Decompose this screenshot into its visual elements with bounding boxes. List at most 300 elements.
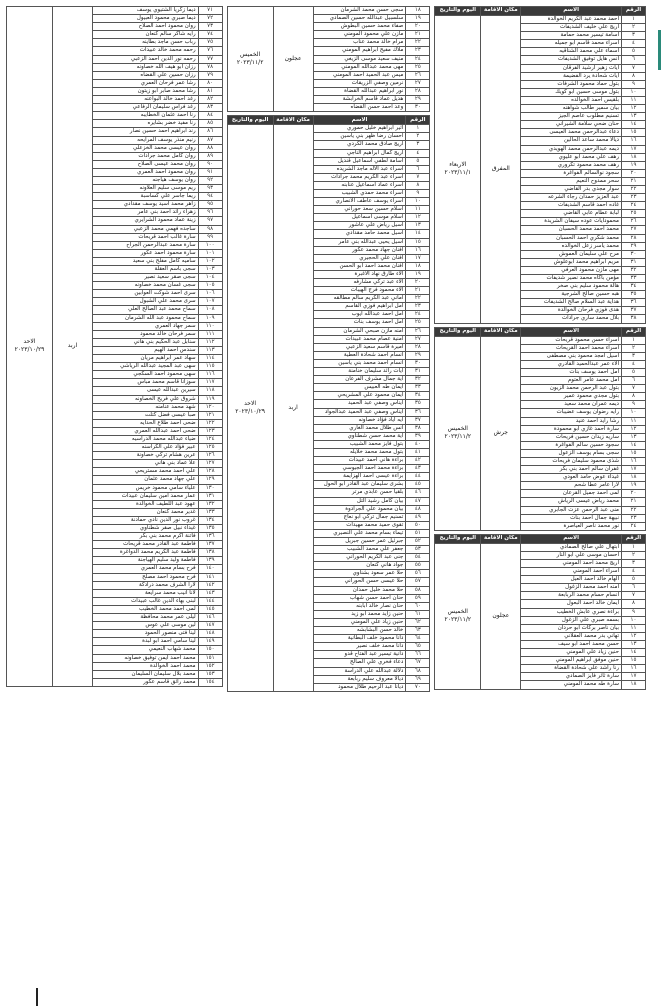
row-number: ١٠ (621, 409, 645, 417)
row-number: ٥ (406, 157, 430, 165)
student-name: حنين زايد محمد ابو زيد (313, 610, 406, 618)
student-name: غاده احمد قاسم الشديفات (521, 202, 622, 210)
row-number: ١٧ (621, 673, 645, 681)
row-number: ١٥٠ (198, 646, 222, 654)
row-number: ٧٢ (198, 15, 222, 23)
student-name: بشرى سليمان عبد القادر ابو الحول (313, 481, 406, 489)
student-name: رزان ابو هيف الله خصاونه (93, 63, 199, 71)
student-name: عمار محمد امين سليمان عبيدات (93, 492, 199, 500)
row-number: ٥ (621, 368, 645, 376)
student-name: زاهر محمد اسيد يوسف مقدادي (93, 201, 199, 209)
student-name: ايات زهير ارشيد الفرقان (521, 64, 622, 72)
row-number: ٨٦ (198, 128, 222, 136)
row-number: ٧٤ (198, 31, 222, 39)
header-place: مكان الاقامة (481, 534, 521, 543)
student-name: براءة محمد احمد الجيوسي (313, 465, 406, 473)
row-number: ٢٧ (406, 335, 430, 343)
header-name: الاسم (313, 116, 406, 125)
student-name: لين موسى علي عوس (93, 622, 199, 630)
student-name: ايات رائد سليمان خنامنة (313, 368, 406, 376)
row-number: ٤٥ (406, 481, 430, 489)
row-number: ٩٩ (198, 233, 222, 241)
student-name: ديمه عبدالرحمن محمد الهويدي (521, 145, 622, 153)
row-number: ٧ (621, 385, 645, 393)
row-number: ٢٦ (406, 71, 430, 79)
row-number: ١٠٣ (198, 266, 222, 274)
row-number: ١٤٨ (198, 630, 222, 638)
table-row (227, 125, 430, 133)
date-label: ٢٠٢٣/١٠/٢٩ (14, 346, 45, 354)
student-name: عبير فؤاد علي الكراسنه (93, 444, 199, 452)
row-number: ٦ (621, 56, 645, 64)
row-number: ١١٣ (198, 346, 222, 354)
student-name: افنان محمد احمد ابو الحسن (313, 262, 406, 270)
row-number: ١٠٩ (198, 314, 222, 322)
row-number: ١٦ (621, 665, 645, 673)
row-number: ٢٦ (621, 218, 645, 226)
student-name: غيداء عوض حامد العودي (521, 474, 622, 482)
row-number: ١٩ (621, 161, 645, 169)
student-name: امل ابراهيم فوزي القاسم (313, 303, 406, 311)
row-number: ٥ (621, 48, 645, 56)
student-name: امنه مازن صبحي الشرمان (313, 327, 406, 335)
row-number: ١١ (621, 624, 645, 632)
table-row (435, 543, 646, 551)
student-name: الاء عمر عبدالحميد القادري (521, 360, 622, 368)
day-label: الاربعاء (449, 161, 467, 169)
student-name: سرى محمد علي الشبول (93, 298, 199, 306)
student-name: سمر فرحان خالد محمود (93, 330, 199, 338)
row-number: ١٨ (621, 681, 645, 689)
student-name: اسيل رياض علي عاشور (313, 222, 406, 230)
row-number: ١ (621, 336, 645, 344)
student-name: اسيل يحيى عبدالله بني عامر (313, 238, 406, 246)
row-number: ١٣٠ (198, 484, 222, 492)
row-number: ٤٦ (406, 489, 430, 497)
row-number: ١٣٣ (198, 508, 222, 516)
row-number: ٩ (621, 80, 645, 88)
row-number: ٢٩ (406, 96, 430, 104)
row-number: ١٠١ (198, 249, 222, 257)
row-number: ١١ (621, 417, 645, 425)
student-name: سرى احمد شوكت العوابين (93, 290, 199, 298)
row-number: ٩٤ (198, 193, 222, 201)
student-name: احمد محمد عبد الكريم الخوالدة (521, 16, 622, 24)
row-number: ١٢٦ (198, 452, 222, 460)
row-number: ١٠٥ (198, 282, 222, 290)
row-number: ٢ (406, 133, 430, 141)
student-name: ايناس وصفي عبد الحميد (313, 400, 406, 408)
row-number: ٢١ (406, 31, 430, 39)
student-name: دانا محمود خلف البطانية (313, 635, 406, 643)
row-number: ١٧ (621, 145, 645, 153)
student-name: تهاني بدر محمد العقلاني (521, 632, 622, 640)
row-number: ١١١ (198, 330, 222, 338)
student-name: شهد محمد عنامنه (93, 403, 199, 411)
student-name: روان يوسف هياجنه (93, 176, 199, 184)
student-name: احسان رضا ظهر بني ياسين (313, 133, 406, 141)
student-name: محمودايات عوده سيفان الشريدة (521, 218, 622, 226)
residence-cell: المفرق (481, 16, 521, 324)
row-number: ٣٥ (621, 291, 645, 299)
student-name: رغد احمد خالد البواعنه (93, 96, 199, 104)
row-number: ١٠ (406, 198, 430, 206)
row-number: ٧ (406, 173, 430, 181)
row-number: ٦٦ (406, 651, 430, 659)
student-name: رند ابراهيم احمد حسين نصار (93, 128, 199, 136)
row-number: ١٤٦ (198, 614, 222, 622)
student-name: ايه اياد فؤاد خصاونه (313, 416, 406, 424)
student-name: امل احمد يوسف بنات (313, 319, 406, 327)
row-number: ٨٤ (198, 112, 222, 120)
day-label: الاحد (244, 400, 257, 407)
row-number: ٥٩ (406, 594, 430, 602)
header-date: اليوم والتاريخ (435, 534, 481, 543)
row-number: ١١٤ (198, 355, 222, 363)
row-number: ٣٨ (621, 315, 645, 323)
student-name: سماح محمود عبد الله الشرمان (93, 314, 199, 322)
student-name: سحر ممدوح النعيم (521, 177, 622, 185)
row-number: ١٤ (406, 230, 430, 238)
row-number: ٩٦ (198, 209, 222, 217)
student-name: ريما جاسر علي كساسبة (93, 193, 199, 201)
student-name: جنى عبد الكريم الحوراني (313, 554, 406, 562)
student-name: نبيهة جمال احمد بنات (521, 514, 622, 522)
student-name: سجود نوالسالم الفواغرة (521, 169, 622, 177)
header-place: مكان الاقامة (481, 7, 521, 16)
row-number: ١٠ (621, 88, 645, 96)
student-name: اسراء يوسف عاطف الانصاري (313, 198, 406, 206)
residence-cell: عجلون (481, 543, 521, 689)
row-number: ٤٧ (406, 497, 430, 505)
student-name: علي جهاد محمد عثمان (93, 476, 199, 484)
student-name: دعاء عبدالرحمن محمد العيسى (521, 129, 622, 137)
header-date: اليوم والتاريخ (435, 327, 481, 336)
student-name: اسيل محمد حامد مقدادي (313, 230, 406, 238)
row-number: ٢٩ (406, 351, 430, 359)
student-name: افنان علي الحجيري (313, 254, 406, 262)
row-number: ١٥ (406, 238, 430, 246)
student-name: سجى بسام يوسف الزعول (521, 449, 622, 457)
row-number: ٥٣ (406, 546, 430, 554)
row-number: ١٤ (621, 649, 645, 657)
student-name: عرين هشام تركي خصاونة (93, 452, 199, 460)
student-name: اسامة لطفي اسماعيل قنديل (313, 157, 406, 165)
student-name: بتول محمد محمد خلايله (313, 448, 406, 456)
student-name: اسيل امجد محمود بني مصطفى (521, 352, 622, 360)
student-name: حلا عيسى حسن الحوراني (313, 578, 406, 586)
student-name: ايمان خالد احمد البعول (521, 600, 622, 608)
student-name: دانية تيسير عبد الفتاح قدو (313, 651, 406, 659)
student-name: مهى محمد عبدالله المومني (313, 63, 406, 71)
table-header-row (227, 116, 430, 125)
row-number: ١٥ (621, 449, 645, 457)
student-name: محمد احمد الخوالدة (93, 662, 199, 670)
column-right (434, 6, 646, 998)
student-name: سجى غسان محمد خصاونه (93, 282, 199, 290)
student-name: علياء سامي محمود خريس (93, 484, 199, 492)
residence-cell: جرش (481, 336, 521, 530)
row-number: ٦٠ (406, 602, 430, 610)
student-name: رهف علي محمد ابو عليوي (521, 153, 622, 161)
date-label: ٢٠٢٣/١١/٢ (444, 433, 472, 441)
row-number: ١ (406, 125, 430, 133)
date-label: ٢٠٢٣/١١/٢ (444, 616, 472, 624)
row-number: ٦١ (406, 610, 430, 618)
row-number: ٣٠ (406, 104, 430, 112)
student-name: سلسبيل عبدالله حسين الصمادي (313, 15, 406, 23)
student-name: فاطمة عبد القادر محمد قريحات (93, 541, 199, 549)
student-name: شروق علي فريح الخصاونه (93, 395, 199, 403)
row-number: ١٤٢ (198, 581, 222, 589)
row-number: ٩٧ (198, 217, 222, 225)
student-name: جبرئيل عمر حسين جبريل (313, 538, 406, 546)
table-header-row (435, 534, 646, 543)
row-number: ٣٠ (621, 250, 645, 258)
student-name: مهى مازن محمود العرفي (521, 266, 622, 274)
row-number: ٢٢ (621, 185, 645, 193)
row-number: ١٢٠ (198, 403, 222, 411)
student-name: حنين زياد علي المومني (313, 618, 406, 626)
row-number: ٥٧ (406, 578, 430, 586)
student-name: ديانا عبد الرحيم طلال محمود (313, 683, 406, 691)
row-number: ٢٩ (621, 242, 645, 250)
student-name: حنين زياد علي المومني (521, 649, 622, 657)
student-name: براءة نصري عابش الخطيب (521, 608, 622, 616)
row-number: ١٨ (406, 262, 430, 270)
date-label: ٢٠٢٣/١١/٢ (236, 59, 264, 67)
row-number: ٣٦ (406, 408, 430, 416)
table-row (227, 7, 430, 15)
student-name: فرح بسام محمد العمري (93, 565, 199, 573)
row-number: ٩٥ (198, 201, 222, 209)
student-name: اسراء احمد المومني (521, 568, 622, 576)
student-name: جواد هاني كنعان (313, 562, 406, 570)
student-name: سارة احمد غازي ابو محمودة (521, 425, 622, 433)
student-name: لارا عامر عطا شحم (521, 482, 622, 490)
row-number: ٢١ (621, 177, 645, 185)
student-name: رشا عمر فرحان العمري (93, 79, 199, 87)
row-number: ١٠٤ (198, 274, 222, 282)
student-name: هبه حسين صالح الشرجية (521, 291, 622, 299)
row-number: ١٨ (621, 474, 645, 482)
student-name: الاء محمود فرج الهيبات (313, 287, 406, 295)
student-name: اية جمال مشرف الفرعان (313, 376, 406, 384)
student-name: مازن علي محمود المومني (313, 31, 406, 39)
row-number: ٣٦ (621, 299, 645, 307)
student-name: هدى فوزي فرحان الخوالدة (521, 307, 622, 315)
student-name: ايات شحادة يرد الفضيمة (521, 72, 622, 80)
residence-cell: اربد (53, 7, 93, 687)
student-name: هداية عبد السلام صالح الشديفات (521, 299, 622, 307)
header-name: الاسم (521, 534, 622, 543)
student-name: احسان موسى علي ابو النار (521, 551, 622, 559)
row-number: ٧٦ (198, 47, 222, 55)
day-label: الاحد (23, 338, 36, 346)
student-name: اسراء عبد الكريم محمد جرادات (313, 173, 406, 181)
student-name: انسام حسام محمد الربابعة (521, 592, 622, 600)
row-number: ١ (621, 543, 645, 551)
row-number: ١٠٢ (198, 257, 222, 265)
student-name: اسماء علي محمد الشناقيه (521, 48, 622, 56)
student-name: بتول موسى حسين ابو كويك (521, 88, 622, 96)
row-number: ٢٣ (406, 47, 430, 55)
row-number: ٦٩ (406, 675, 430, 683)
student-name: دعاء فخري علي الصالح (313, 659, 406, 667)
row-number: ٦٨ (406, 667, 430, 675)
student-name: بيان سمير طالب شواهنه (521, 105, 622, 113)
day-date-cell (227, 7, 273, 112)
row-number: ٨٢ (198, 96, 222, 104)
row-number: ٨ (621, 600, 645, 608)
table-ajloun-top (227, 6, 431, 112)
student-name: نور ابراهيم عبدالله القضاة (313, 87, 406, 95)
row-number: ٦ (406, 165, 430, 173)
row-number: ٤١ (406, 448, 430, 456)
student-name: سهى عبد المجيد عبدالله الرياشي (93, 363, 199, 371)
student-name: نور محمد ناصر العياصرة (521, 522, 622, 530)
student-name: صفاء محمد حسين البطوش (313, 23, 406, 31)
student-name: محمد بلال سليمان السليمان (93, 670, 199, 678)
row-number: ٤٤ (406, 473, 430, 481)
row-number: ١٤٧ (198, 622, 222, 630)
row-number: ١٢٩ (198, 476, 222, 484)
student-name: الهام خالد احمد العيل (521, 576, 622, 584)
row-number: ١٥٤ (198, 678, 222, 686)
student-name: اسامة تيسير محمد حمامة (521, 32, 622, 40)
row-number: ١٣٢ (198, 500, 222, 508)
row-number: ١٣ (621, 113, 645, 121)
row-number: ٧٥ (198, 39, 222, 47)
student-name: رهف محمد محمود تكروري (521, 161, 622, 169)
student-name: اثير ابراهيم خليل حموري (313, 125, 406, 133)
student-name: انس هايل توفيق الشديفات (521, 56, 622, 64)
row-number: ٤ (621, 40, 645, 48)
student-name: تسنيم مطلوب عاصم الجيز (521, 113, 622, 121)
row-number: ٢٣ (621, 194, 645, 202)
row-number: ٩ (621, 608, 645, 616)
row-number: ٤٨ (406, 505, 430, 513)
residence-cell: عجلون (273, 7, 313, 112)
row-number: ٦٧ (406, 659, 430, 667)
student-name: ريم موسى سليم العلاونه (93, 185, 199, 193)
student-name: هديل عماد قاسم الخرابشة (313, 96, 406, 104)
student-name: انسام احمد محمد بني ياسين (313, 359, 406, 367)
date-label: ٢٠٢٣/١٠/٢٩ (235, 408, 266, 415)
row-number: ١٠٠ (198, 241, 222, 249)
student-name: غروب نور الدين نادي حمادنة (93, 516, 199, 524)
registration-sheet (6, 6, 646, 998)
student-name: فاطمة عبد الكريم محمد الدواغرة (93, 549, 199, 557)
row-number: ٤ (621, 568, 645, 576)
student-name: ديالا معروف سليم ربابعة (313, 675, 406, 683)
student-name: اسراء محمد قاسم ابو جميله (521, 40, 622, 48)
student-name: عبد العزيز حمدان رجاء الشرعه (521, 194, 622, 202)
student-name: براءة عيسى احمد الهزايمة (313, 473, 406, 481)
row-number: ٥٠ (406, 521, 430, 529)
row-number: ٣ (406, 141, 430, 149)
student-name: زهراء رائد احمد بني عامر (93, 209, 199, 217)
row-number: ٧٣ (198, 23, 222, 31)
row-number: ١٥ (621, 129, 645, 137)
student-name: رنا احمد عثمان الخطايبه (93, 112, 199, 120)
student-name: علا عماد بني هاني (93, 460, 199, 468)
student-name: سوزانا قاسم محمد مباس (93, 379, 199, 387)
row-number: ١١٨ (198, 387, 222, 395)
student-name: خالد حسن البشابشه (313, 627, 406, 635)
row-number: ٣٤ (406, 392, 430, 400)
student-name: روان محمد عيسى الصلاح (93, 160, 199, 168)
student-name: اسراء عبد الاله ماجد الشريده (313, 165, 406, 173)
student-name: دلالة عبدالله علي الدراسة (313, 667, 406, 675)
student-name: هالة محمود سليم بني صخر (521, 283, 622, 291)
student-name: سنابل عبد الحكيم بني هاني (93, 338, 199, 346)
day-date-cell (435, 336, 481, 530)
row-number: ٣٣ (406, 384, 430, 392)
student-name: بتول مجدي محمود عمير (521, 393, 622, 401)
row-number: ٢٧ (621, 226, 645, 234)
date-label: ٢٠٢٣/١١/١ (444, 169, 472, 177)
row-number: ١٢ (621, 632, 645, 640)
student-name: فرح محمود احمد مصلح (93, 573, 199, 581)
student-name: سماح محمد عبد الصالح العلي (93, 306, 199, 314)
row-number: ١٣٦ (198, 533, 222, 541)
student-name: ليلى عمر محمد محافظة (93, 614, 199, 622)
row-number: ٤٢ (406, 457, 430, 465)
header-date: اليوم والتاريخ (435, 7, 481, 16)
row-number: ٢٨ (406, 343, 430, 351)
student-name: اسراء محمد حمدي الشبيب (313, 189, 406, 197)
row-number: ٤٠ (406, 440, 430, 448)
row-number: ١٤٩ (198, 638, 222, 646)
row-number: ١٣٤ (198, 516, 222, 524)
student-name: اسراء حسن محمود قريحات (521, 336, 622, 344)
row-number: ١٣ (406, 222, 430, 230)
student-name: ضياء عبدالله محمد الدراسيه (93, 435, 199, 443)
row-number: ٩ (406, 189, 430, 197)
page-mark (36, 988, 38, 1006)
student-name: حسن محمد احمد ابو سيف (521, 640, 622, 648)
student-name: حنان احمد حسن شهاب (313, 594, 406, 602)
row-number: ٢٥ (406, 63, 430, 71)
row-number: ٨٧ (198, 136, 222, 144)
row-number: ٣٣ (621, 275, 645, 283)
row-number: ٣٤ (621, 283, 645, 291)
row-number: ١٥٢ (198, 662, 222, 670)
student-name: رحمه نور الدين احمد الزعبي (93, 55, 199, 63)
table-row (435, 336, 646, 344)
row-number: ٣ (621, 32, 645, 40)
row-number: ٦٢ (406, 618, 430, 626)
student-name: بتول حماد محمود الشرفات (521, 80, 622, 88)
student-name: فاتنة اكرم محمد بني بكر (93, 533, 199, 541)
row-number: ١٢١ (198, 411, 222, 419)
header-place: مكان الاقامة (481, 327, 521, 336)
student-name: امل احمد يوسف بنات (521, 368, 622, 376)
row-number: ٢١ (621, 498, 645, 506)
student-name: براءة هاني احمد عبيدات (313, 457, 406, 465)
row-number: ٤ (621, 360, 645, 368)
row-number: ١٤٥ (198, 605, 222, 613)
table-jerash (434, 327, 646, 531)
student-name: روان محمود احمد العمري (93, 168, 199, 176)
student-name: بتول عبد الرحمن محمد الزيون (521, 385, 622, 393)
student-name: ايمان طه العبيس (313, 384, 406, 392)
student-name: ديما صبري محمود العبيول (93, 15, 199, 23)
row-number: ٢٠ (621, 490, 645, 498)
row-number: ٢ (621, 344, 645, 352)
student-name: بيان ناصر بركات ابو حردان (521, 624, 622, 632)
